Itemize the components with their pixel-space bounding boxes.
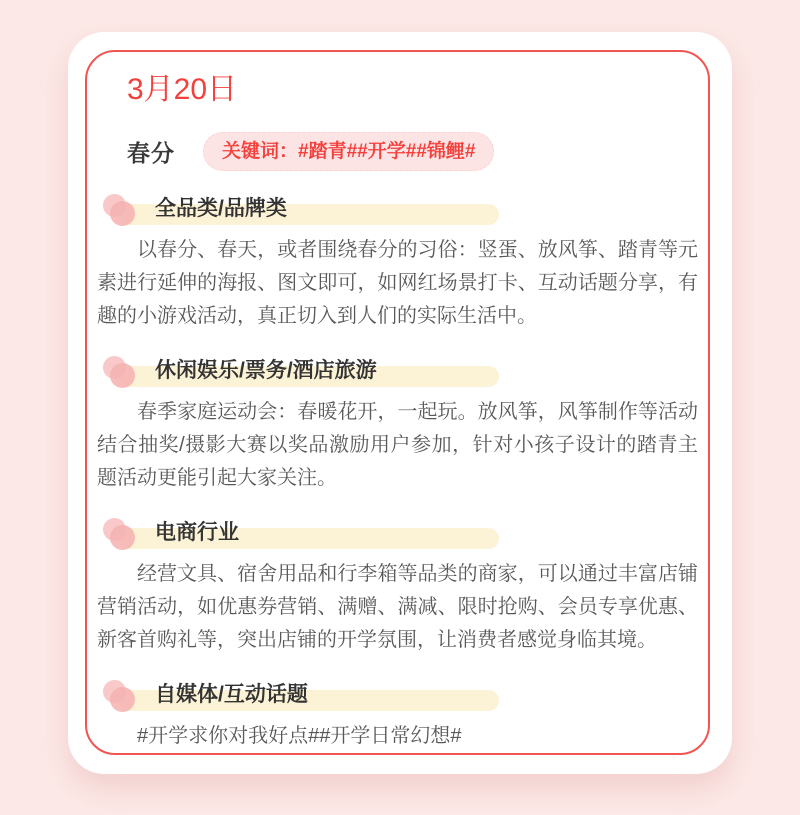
festival-label: 春分 [127,140,175,166]
section-title: 休闲娱乐/票务/酒店旅游 [155,359,377,382]
section-title: 自媒体/互动话题 [155,683,308,706]
red-border-panel [85,50,710,755]
content-card [68,32,732,774]
section-header-leisure-travel [103,355,708,387]
section-body: #开学求你对我好点##开学日常幻想# [137,725,462,747]
section-title: 全品类/品牌类 [155,197,287,220]
section-body: 经营文具、宿舍用品和行李箱等品类的商家，可以通过丰富店铺营销活动，如优惠券营销、满赠、满减、限时抢购、会员专享优惠、新客首购礼等，突出店铺的开学氛围，让消费者感觉身临其境。 [97,563,698,651]
section-title: 电商行业 [155,521,239,544]
section-body: 春季家庭运动会：春暖花开，一起玩。放风筝，风筝制作等活动结合抽奖/摄影大赛以奖品激励用户参加，针对小孩子设计的踏青主题活动更能引起大家关注。 [97,401,698,489]
section-header-all-categories [103,193,708,225]
page-title: 3月20日 [127,73,238,106]
section-header-ecommerce [103,517,708,549]
subtitle-row [127,132,708,171]
section-body: 以春分、春天，或者围绕春分的习俗：竖蛋、放风筝、踏青等元素进行延伸的海报、图文即可，如网红场景打卡、互动话题分享，有趣的小游戏活动，真正切入到人们的实际生活中。 [97,239,698,327]
section-header-social-media [103,679,708,711]
keywords-badge: 关键词：#踏青##开学##锦鲤# [203,132,494,171]
